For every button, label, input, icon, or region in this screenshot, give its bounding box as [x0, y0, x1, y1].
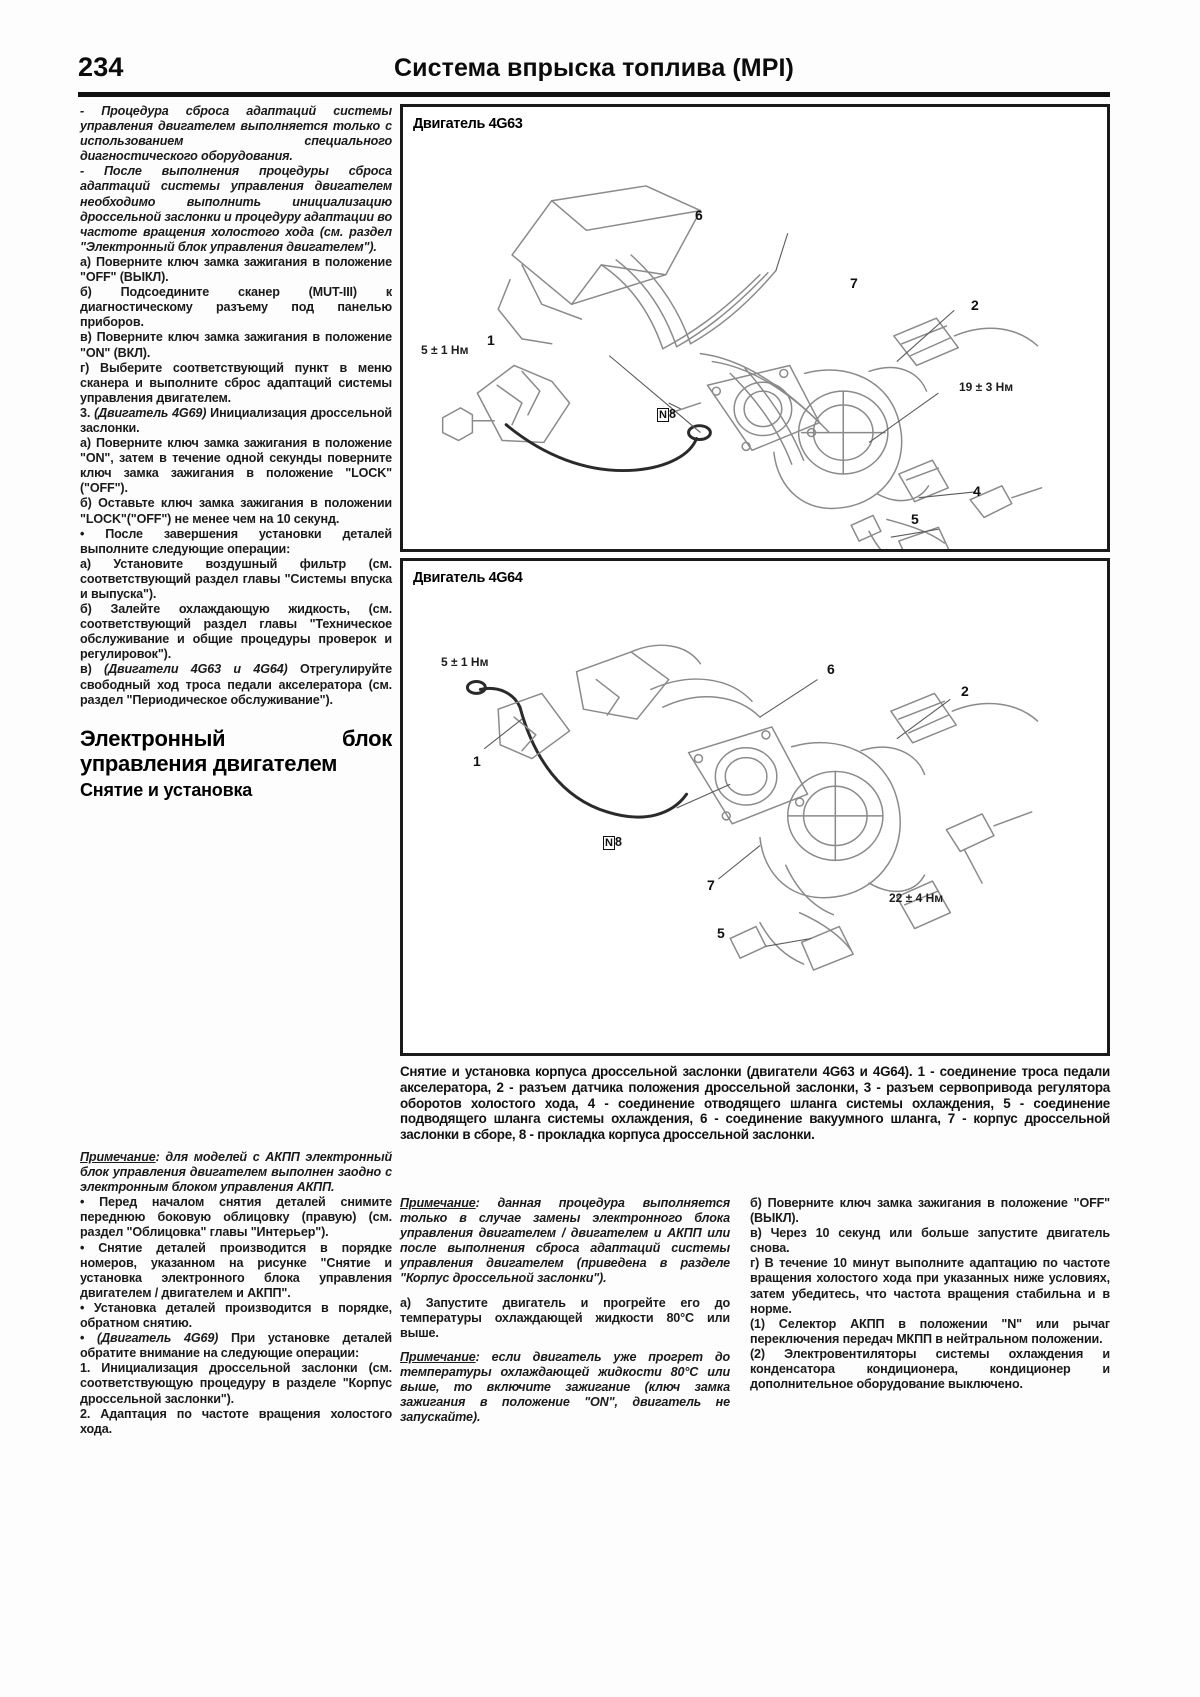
item-3 — [80, 406, 392, 436]
left-text-column — [80, 104, 392, 804]
bc3-condition-1: (1) Селектор АКПП в положении "N" или рычаг переключения передач МКПП в нейтральном положении. — [750, 1316, 1110, 1346]
step-3a: а) Поверните ключ замка зажигания в положение "ON", затем в течение одной секунды поверните ключ замка зажигания в положение "LOCK"("OFF"). — [80, 436, 392, 496]
after-step-b: б) Залейте охлаждающую жидкость, (см. соответствующий раздел главы "Техническое обслуживание и общие процедуры проверок и регулировок"). — [80, 602, 392, 662]
note-reset-procedure: - Процедура сброса адаптаций системы управления двигателем выполняется только с использованием специального диагностического оборудования. — [80, 104, 392, 164]
note-after-reset: - После выполнения процедуры сброса адаптаций системы управления двигателем необходимо выполнить инициализацию дроссельной заслонки и процедуру адаптации во частоте вращения холостого хода (см. раздел "Электронный блок управления двигателем"). — [80, 164, 392, 254]
item-3-engine: (Двигатель 4G69) — [94, 405, 207, 420]
bc1-bullet-4-text: При установке деталей обратите внимание на следующие операции: — [80, 1331, 393, 1361]
bc2-step-a: а) Запустите двигатель и прогрейте его до температуры охлаждающей жидкости 80°С или выше. — [400, 1295, 730, 1340]
figure-4g63-drawing — [403, 107, 1107, 549]
bc3-step-b: б) Поверните ключ замка зажигания в положение "OFF" (ВЫКЛ). — [750, 1196, 1110, 1226]
bc2-note-text: : данная процедура выполняется только в случае замены электронного блока управления двигателем / двигателем и АКПП или после выполнения сброса адаптаций системы управления двигателем (приведена в разделе "Корпус дроссельной заслонки"). — [400, 1196, 730, 1286]
figure-4g64-label: Двигатель 4G64 — [413, 570, 523, 586]
figure-4g64-gasket-number: 8 — [614, 835, 622, 849]
bc3-step-v: в) Через 10 секунд или больше запустите двигатель снова. — [750, 1226, 1110, 1256]
figure-4g63-number-5: 5 — [911, 511, 919, 527]
step-a: а) Поверните ключ замка зажигания в положение "OFF" (ВЫКЛ). — [80, 254, 392, 285]
bc1-note-text: : для моделей с АКПП электронный блок управления двигателем выполнен заодно с электронным блоком управления АКПП. — [80, 1150, 392, 1195]
after-step-v-engines: (Двигатели 4G63 и 4G64) — [104, 662, 288, 677]
page-number: 234 — [78, 52, 124, 82]
step-g: г) Выберите соответствующий пункт в меню сканера и выполните сброс адаптаций системы управления двигателем. — [80, 360, 392, 405]
figure-4g64-torque-left: 5 ± 1 Нм — [441, 655, 489, 669]
figure-caption: Снятие и установка корпуса дроссельной заслонки (двигатели 4G63 и 4G64). 1 - соединение троса педали акселератора, 2 - разъем датчика положения дроссельной заслонки, 3 - разъем сервопривода регулятора оборотов холостого хода, 4 - соединение отводящего шланга системы охлаждения, 5 - соединение подводящего шланга системы охлаждения, 6 - соединение вакуумного шланга, 7 - корпус дроссельной заслонки в сборе, 8 - прокладка корпуса дроссельной заслонки. — [400, 1064, 1110, 1143]
figure-4g63-gasket-number: 8 — [668, 407, 676, 421]
figure-4g63-torque-right: 19 ± 3 Нм — [959, 380, 1014, 394]
bc2-note2-label: Примечание — [400, 1349, 476, 1364]
after-step-a: а) Установите воздушный фильтр (см. соответствующий раздел главы "Системы впуска и выпуска"). — [80, 556, 392, 601]
bottom-column-1 — [80, 1150, 392, 1437]
item-3-text: Инициализация дроссельной заслонки. — [80, 405, 393, 435]
figure-4g64-torque-right: 22 ± 4 Нм — [889, 891, 944, 905]
step-b: б) Подсоедините сканер (MUT-III) к диагностическому разъему под панелью приборов. — [80, 285, 392, 330]
bc1-bullet-1: • Перед началом снятия деталей снимите переднюю боковую облицовку (правую) (см. раздел "Облицовка" главы "Интерьер"). — [80, 1195, 392, 1240]
bc1-bullet-4-engine: (Двигатель 4G69) — [97, 1331, 219, 1346]
figure-4g64-drawing — [403, 561, 1107, 1053]
figure-4g63-gasket-label — [657, 407, 676, 422]
bottom-column-3 — [750, 1196, 1110, 1392]
figure-4g64-gasket-label — [603, 835, 622, 850]
subsection-heading-removal: Снятие и установка — [80, 779, 253, 800]
bottom-column-2 — [400, 1196, 730, 1425]
figure-4g63-number-7: 7 — [850, 275, 858, 291]
bc1-item-1: 1. Инициализация дроссельной заслонки (см. соответствующую процедуру в разделе "Корпус дроссельной заслонки"). — [80, 1361, 392, 1406]
bc1-bullet-2: • Снятие деталей производится в порядке номеров, указанном на рисунке "Снятие и установка электронного блока управления двигателем / двигателем и АКПП". — [80, 1240, 392, 1300]
bc3-condition-2: (2) Электровентиляторы системы охлаждения и конденсатора кондиционера, кондиционер и дополнительное оборудование выключено. — [750, 1346, 1110, 1392]
bc1-bullet-4 — [80, 1331, 392, 1361]
page-title: Система впрыска топлива (MPI) — [394, 54, 794, 82]
figure-4g63-label: Двигатель 4G63 — [413, 116, 523, 132]
figure-4g63-torque-left: 5 ± 1 Нм — [421, 343, 469, 357]
header-divider — [78, 92, 1110, 97]
bc1-bullet-4-marker: • — [80, 1331, 98, 1346]
figure-4g64-number-2: 2 — [961, 683, 969, 699]
bc1-item-2: 2. Адаптация по частоте вращения холостого хода. — [80, 1406, 392, 1436]
figure-4g63-number-4: 4 — [973, 483, 981, 499]
figure-4g64 — [400, 558, 1110, 1056]
after-step-v-marker: в) — [80, 662, 105, 677]
figure-4g64-number-5: 5 — [717, 925, 725, 941]
figure-4g64-number-7: 7 — [707, 877, 715, 893]
bc3-step-g: г) В течение 10 минут выполните адаптацию по частоте вращения холостого хода при указанных ниже условиях, затем убедитесь, что частота вращения стабильна и в норме. — [750, 1256, 1110, 1316]
figure-4g63-number-6: 6 — [695, 207, 703, 223]
bc1-note — [80, 1150, 392, 1195]
bc2-note2-text: : если двигатель уже прогрет до температуры охлаждающей жидкости 80°С или выше, то включите зажигание (ключ замка зажигания в положение "ON", двигатель не запускайте). — [400, 1349, 730, 1425]
step-3b: б) Оставьте ключ замка зажигания в положении "LOCK"("OFF") не менее чем на 10 секунд. — [80, 496, 392, 526]
bc2-gap-1 — [400, 1287, 730, 1296]
after-step-v — [80, 662, 392, 707]
gasket-box-icon: N — [605, 837, 613, 849]
gasket-box-icon: N — [659, 409, 667, 421]
step-v: в) Поверните ключ замка зажигания в положение "ON" (ВКЛ). — [80, 330, 392, 360]
bc1-bullet-3: • Установка деталей производится в порядке, обратном снятию. — [80, 1300, 392, 1331]
figure-4g64-number-6: 6 — [827, 661, 835, 677]
section-heading-ecu: Электронный блок управления двигателем — [80, 725, 392, 776]
bullet-after-install: • После завершения установки деталей выполните следующие операции: — [80, 526, 392, 556]
bc2-gap-2 — [400, 1341, 730, 1350]
figure-4g64-number-1: 1 — [473, 753, 481, 769]
after-step-v-text: Отрегулируйте свободный ход троса педали акселератора (см. раздел "Периодическое обслуживание"). — [80, 662, 392, 707]
figure-4g63-number-1: 1 — [487, 332, 495, 348]
bc2-note — [400, 1196, 730, 1287]
bc1-note-label: Примечание — [80, 1150, 156, 1164]
item-3-number: 3. — [80, 405, 95, 420]
bc2-note-label: Примечание — [400, 1196, 476, 1210]
figure-4g63-number-2: 2 — [971, 297, 979, 313]
figure-4g63 — [400, 104, 1110, 552]
bc2-note-2 — [400, 1350, 730, 1425]
